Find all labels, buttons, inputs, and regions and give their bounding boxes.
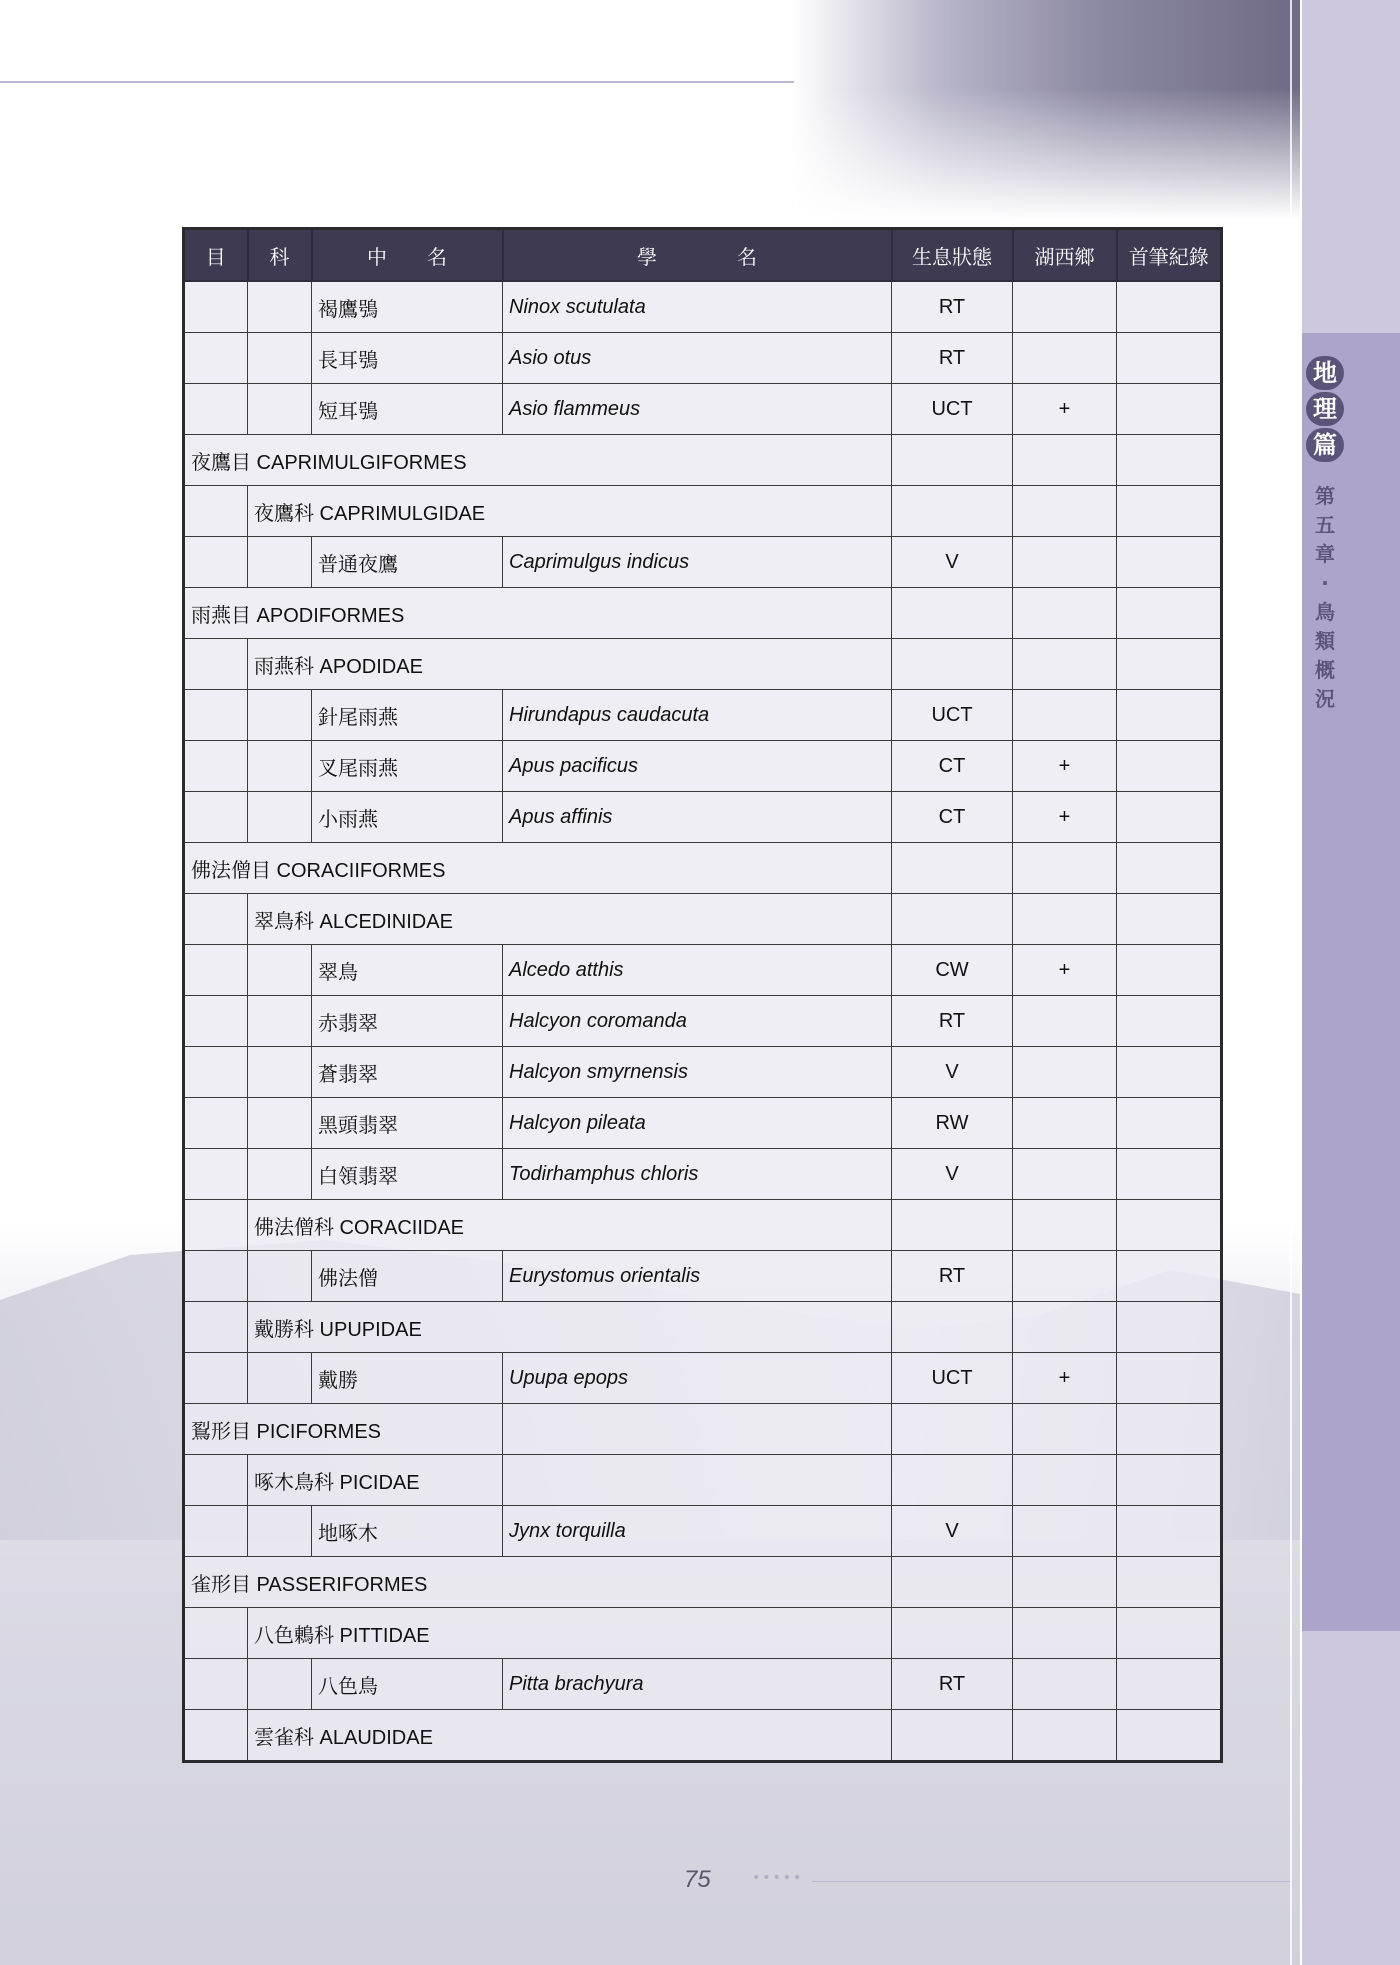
family-cell	[248, 1098, 312, 1149]
order-cell	[184, 1608, 248, 1659]
status	[892, 1200, 1013, 1251]
bird-checklist-table	[182, 227, 1223, 1763]
species-row	[184, 537, 1222, 588]
first-record	[1117, 333, 1222, 384]
scientific-name: Asio otus	[503, 333, 892, 384]
first-record	[1117, 1149, 1222, 1200]
family-label: 戴勝科 UPUPIDAE	[248, 1302, 892, 1353]
status	[892, 1557, 1013, 1608]
chapter-title-char: 概	[1315, 658, 1335, 682]
order-cell	[184, 537, 248, 588]
status: CW	[892, 945, 1013, 996]
first-record	[1117, 1710, 1222, 1762]
status	[892, 1710, 1013, 1762]
family-label: 八色鶇科 PITTIDAE	[248, 1608, 892, 1659]
page-number: 75	[684, 1866, 711, 1893]
family-cell	[248, 1047, 312, 1098]
huxi-mark: +	[1013, 945, 1117, 996]
first-record	[1117, 1659, 1222, 1710]
family-cell	[248, 333, 312, 384]
first-record	[1117, 1047, 1222, 1098]
family-cell	[248, 1353, 312, 1404]
huxi-mark	[1013, 1506, 1117, 1557]
species-row	[184, 333, 1222, 384]
status: RT	[892, 281, 1013, 333]
chinese-name: 赤翡翠	[312, 996, 503, 1047]
section-title-char: 篇	[1306, 428, 1344, 462]
order-cell	[184, 690, 248, 741]
huxi-mark	[1013, 281, 1117, 333]
family-label: 雨燕科 APODIDAE	[248, 639, 892, 690]
order-cell	[184, 741, 248, 792]
first-record	[1117, 281, 1222, 333]
chinese-name: 八色鳥	[312, 1659, 503, 1710]
species-row	[184, 1659, 1222, 1710]
huxi-mark	[1013, 894, 1117, 945]
order-cell	[184, 281, 248, 333]
huxi-mark	[1013, 1047, 1117, 1098]
header-first-record: 首筆紀錄	[1117, 229, 1222, 282]
table-body	[184, 281, 1222, 1762]
chapter-title-char: 章	[1315, 542, 1335, 566]
header-order: 目	[184, 229, 248, 282]
huxi-mark	[1013, 435, 1117, 486]
family-row	[184, 1302, 1222, 1353]
scientific-name: Pitta brachyura	[503, 1659, 892, 1710]
family-cell	[248, 996, 312, 1047]
status: UCT	[892, 384, 1013, 435]
huxi-mark	[1013, 1149, 1117, 1200]
first-record	[1117, 1098, 1222, 1149]
first-record	[1117, 384, 1222, 435]
status	[892, 435, 1013, 486]
chinese-name: 戴勝	[312, 1353, 503, 1404]
status: V	[892, 1047, 1013, 1098]
family-cell	[248, 537, 312, 588]
scientific-name: Upupa epops	[503, 1353, 892, 1404]
species-row	[184, 1098, 1222, 1149]
header-status: 生息狀態	[892, 229, 1013, 282]
order-cell	[184, 333, 248, 384]
first-record	[1117, 741, 1222, 792]
scientific-name: Eurystomus orientalis	[503, 1251, 892, 1302]
first-record	[1117, 843, 1222, 894]
scientific-name: Todirhamphus chloris	[503, 1149, 892, 1200]
order-row	[184, 1404, 1222, 1455]
order-cell	[184, 1302, 248, 1353]
family-row	[184, 486, 1222, 537]
header-rule	[0, 81, 794, 83]
huxi-mark	[1013, 1200, 1117, 1251]
chinese-name: 佛法僧	[312, 1251, 503, 1302]
status: CT	[892, 792, 1013, 843]
family-row	[184, 894, 1222, 945]
scientific-name: Ninox scutulata	[503, 281, 892, 333]
status: UCT	[892, 1353, 1013, 1404]
first-record	[1117, 639, 1222, 690]
family-row	[184, 1200, 1222, 1251]
order-label: 佛法僧目 CORACIIFORMES	[184, 843, 892, 894]
first-record	[1117, 996, 1222, 1047]
species-row	[184, 690, 1222, 741]
order-cell	[184, 1098, 248, 1149]
order-label: 雨燕目 APODIFORMES	[184, 588, 892, 639]
chapter-title-vertical	[1306, 482, 1346, 714]
chinese-name: 小雨燕	[312, 792, 503, 843]
family-cell	[248, 945, 312, 996]
section-title-vertical	[1306, 356, 1346, 464]
family-row	[184, 639, 1222, 690]
order-cell	[184, 1506, 248, 1557]
family-label: 雲雀科 ALAUDIDAE	[248, 1710, 892, 1762]
family-cell	[248, 384, 312, 435]
family-row	[184, 1710, 1222, 1762]
species-row	[184, 1251, 1222, 1302]
first-record	[1117, 894, 1222, 945]
species-row	[184, 1149, 1222, 1200]
chapter-title-char: 五	[1315, 513, 1335, 537]
huxi-mark	[1013, 333, 1117, 384]
scientific-name: Hirundapus caudacuta	[503, 690, 892, 741]
status	[892, 588, 1013, 639]
footer-dots: •••••	[752, 1870, 804, 1886]
chapter-title-char: 鳥	[1315, 600, 1335, 624]
species-row	[184, 945, 1222, 996]
order-label: 鴷形目 PICIFORMES	[184, 1404, 503, 1455]
huxi-mark	[1013, 1098, 1117, 1149]
status	[892, 894, 1013, 945]
order-cell	[184, 1200, 248, 1251]
family-cell	[248, 1659, 312, 1710]
first-record	[1117, 945, 1222, 996]
first-record	[1117, 486, 1222, 537]
huxi-mark	[1013, 690, 1117, 741]
order-cell	[184, 792, 248, 843]
first-record	[1117, 1353, 1222, 1404]
huxi-mark	[1013, 996, 1117, 1047]
status: V	[892, 537, 1013, 588]
family-cell	[248, 690, 312, 741]
huxi-mark	[1013, 1659, 1117, 1710]
family-label: 啄木鳥科 PICIDAE	[248, 1455, 503, 1506]
family-label: 佛法僧科 CORACIIDAE	[248, 1200, 892, 1251]
status	[892, 843, 1013, 894]
order-cell	[184, 486, 248, 537]
chapter-title-char: 況	[1315, 687, 1335, 711]
order-cell	[184, 1047, 248, 1098]
order-cell	[184, 894, 248, 945]
first-record	[1117, 1302, 1222, 1353]
status: UCT	[892, 690, 1013, 741]
first-record	[1117, 1200, 1222, 1251]
order-cell	[184, 945, 248, 996]
huxi-mark	[1013, 1455, 1117, 1506]
species-row	[184, 281, 1222, 333]
first-record	[1117, 1251, 1222, 1302]
footer-rule	[812, 1881, 1290, 1882]
order-row	[184, 1557, 1222, 1608]
background-cliff-photo	[790, 0, 1300, 220]
family-cell	[248, 1506, 312, 1557]
huxi-mark	[1013, 843, 1117, 894]
status	[892, 1302, 1013, 1353]
family-cell	[248, 281, 312, 333]
chinese-name: 叉尾雨燕	[312, 741, 503, 792]
chinese-name: 褐鷹鴞	[312, 281, 503, 333]
order-cell	[184, 1710, 248, 1762]
scientific-name: Apus affinis	[503, 792, 892, 843]
family-cell	[248, 792, 312, 843]
chinese-name: 長耳鴞	[312, 333, 503, 384]
chinese-name: 白領翡翠	[312, 1149, 503, 1200]
status: RT	[892, 1659, 1013, 1710]
huxi-mark: +	[1013, 741, 1117, 792]
order-row	[184, 843, 1222, 894]
family-row	[184, 1455, 1222, 1506]
header-family: 科	[248, 229, 312, 282]
header-chinese-name: 中 名	[312, 229, 503, 282]
side-divider	[1290, 0, 1292, 1965]
chapter-title-char: 類	[1315, 629, 1335, 653]
chinese-name: 針尾雨燕	[312, 690, 503, 741]
first-record	[1117, 1557, 1222, 1608]
species-row	[184, 1047, 1222, 1098]
status: RW	[892, 1098, 1013, 1149]
order-cell	[184, 1659, 248, 1710]
species-row	[184, 996, 1222, 1047]
species-row	[184, 792, 1222, 843]
chapter-title-char: ·	[1321, 571, 1329, 595]
order-row	[184, 435, 1222, 486]
scientific-name: Jynx torquilla	[503, 1506, 892, 1557]
species-row	[184, 384, 1222, 435]
huxi-mark	[1013, 588, 1117, 639]
first-record	[1117, 435, 1222, 486]
status	[892, 1455, 1013, 1506]
chinese-name: 翠鳥	[312, 945, 503, 996]
family-cell	[248, 1251, 312, 1302]
order-cell	[184, 1353, 248, 1404]
order-cell	[184, 1149, 248, 1200]
table-header-row	[184, 229, 1222, 282]
status: CT	[892, 741, 1013, 792]
section-title-char: 地	[1306, 356, 1344, 390]
status	[892, 639, 1013, 690]
order-label: 雀形目 PASSERIFORMES	[184, 1557, 892, 1608]
huxi-mark	[1013, 1608, 1117, 1659]
order-cell	[184, 384, 248, 435]
order-row	[184, 588, 1222, 639]
family-row	[184, 1608, 1222, 1659]
scientific-name: Alcedo atthis	[503, 945, 892, 996]
scientific-name: Asio flammeus	[503, 384, 892, 435]
status	[892, 1404, 1013, 1455]
scientific-name: Halcyon smyrnensis	[503, 1047, 892, 1098]
huxi-mark	[1013, 639, 1117, 690]
scientific-name	[503, 1455, 892, 1506]
huxi-mark: +	[1013, 792, 1117, 843]
first-record	[1117, 792, 1222, 843]
huxi-mark	[1013, 1302, 1117, 1353]
first-record	[1117, 1608, 1222, 1659]
species-row	[184, 741, 1222, 792]
scientific-name	[503, 1404, 892, 1455]
chinese-name: 黑頭翡翠	[312, 1098, 503, 1149]
huxi-mark	[1013, 1404, 1117, 1455]
huxi-mark	[1013, 1251, 1117, 1302]
first-record	[1117, 690, 1222, 741]
order-label: 夜鷹目 CAPRIMULGIFORMES	[184, 435, 892, 486]
order-cell	[184, 639, 248, 690]
species-row	[184, 1353, 1222, 1404]
order-cell	[184, 996, 248, 1047]
chinese-name: 地啄木	[312, 1506, 503, 1557]
first-record	[1117, 1506, 1222, 1557]
section-title-char: 理	[1306, 392, 1344, 426]
huxi-mark	[1013, 1710, 1117, 1762]
scientific-name: Apus pacificus	[503, 741, 892, 792]
huxi-mark	[1013, 537, 1117, 588]
scientific-name: Halcyon pileata	[503, 1098, 892, 1149]
status	[892, 486, 1013, 537]
first-record	[1117, 1455, 1222, 1506]
status: V	[892, 1149, 1013, 1200]
first-record	[1117, 537, 1222, 588]
order-cell	[184, 1455, 248, 1506]
chinese-name: 短耳鴞	[312, 384, 503, 435]
huxi-mark	[1013, 486, 1117, 537]
order-cell	[184, 1251, 248, 1302]
huxi-mark: +	[1013, 1353, 1117, 1404]
status: V	[892, 1506, 1013, 1557]
family-label: 夜鷹科 CAPRIMULGIDAE	[248, 486, 892, 537]
status: RT	[892, 1251, 1013, 1302]
scientific-name: Halcyon coromanda	[503, 996, 892, 1047]
species-row	[184, 1506, 1222, 1557]
chinese-name: 蒼翡翠	[312, 1047, 503, 1098]
family-cell	[248, 1149, 312, 1200]
status	[892, 1608, 1013, 1659]
huxi-mark: +	[1013, 384, 1117, 435]
status: RT	[892, 333, 1013, 384]
first-record	[1117, 1404, 1222, 1455]
chapter-title-char: 第	[1315, 484, 1335, 508]
family-cell	[248, 741, 312, 792]
header-huxi: 湖西鄉	[1013, 229, 1117, 282]
chinese-name: 普通夜鷹	[312, 537, 503, 588]
family-label: 翠鳥科 ALCEDINIDAE	[248, 894, 892, 945]
header-scientific-name: 學 名	[503, 229, 892, 282]
first-record	[1117, 588, 1222, 639]
scientific-name: Caprimulgus indicus	[503, 537, 892, 588]
huxi-mark	[1013, 1557, 1117, 1608]
status: RT	[892, 996, 1013, 1047]
